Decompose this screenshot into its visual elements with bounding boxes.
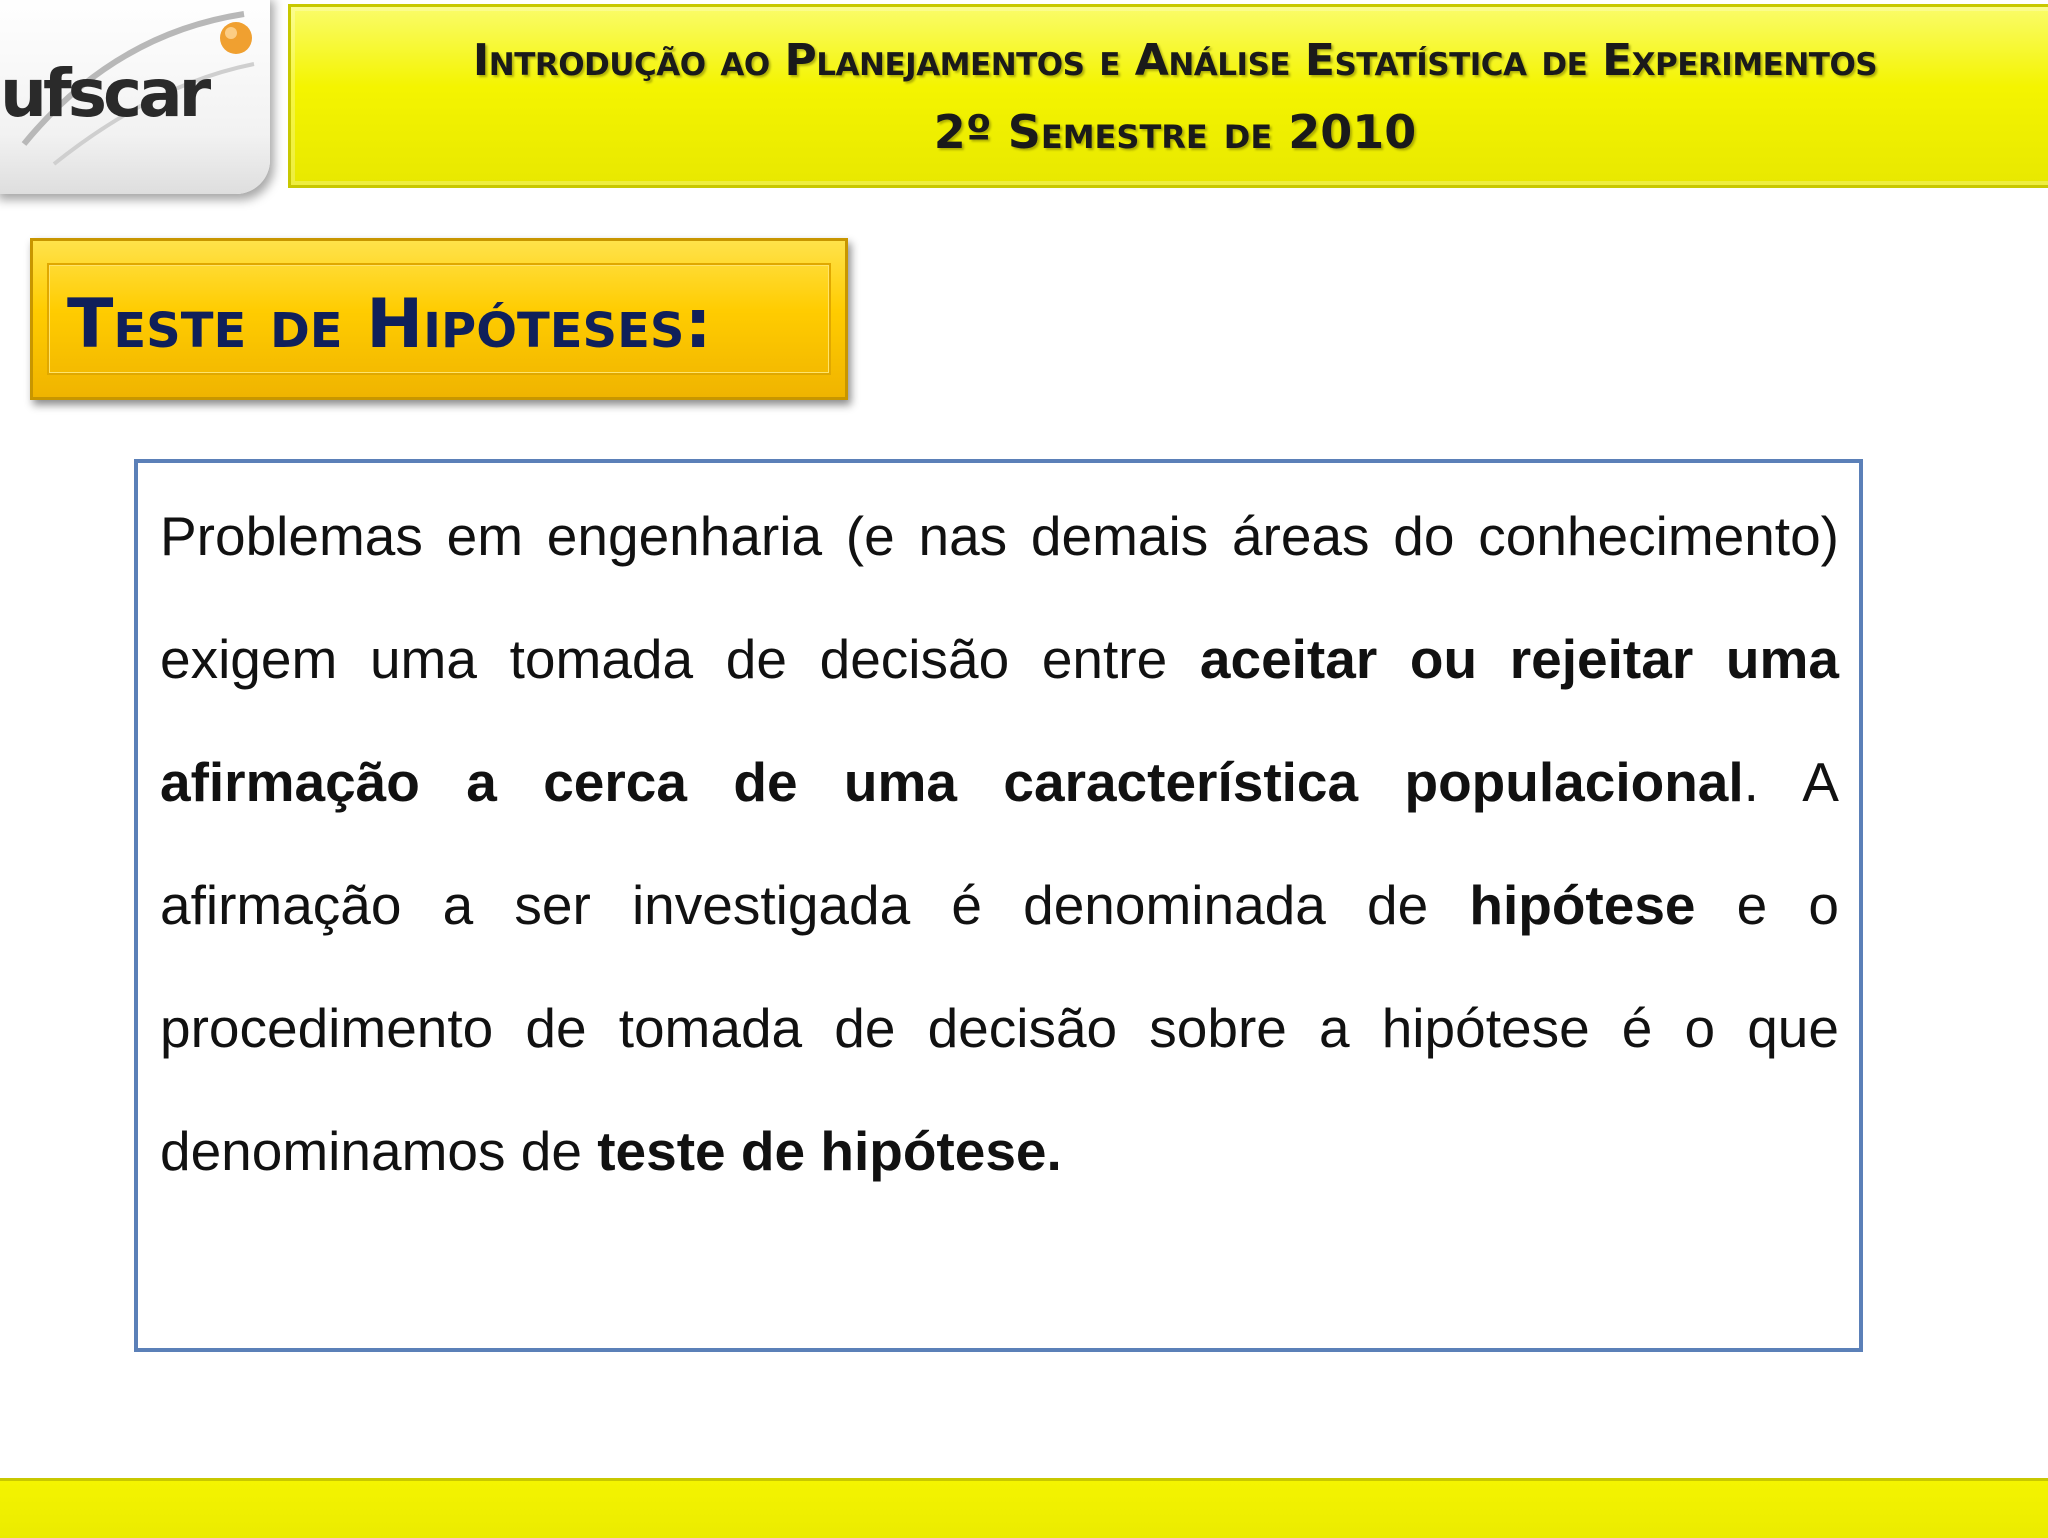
course-title: Introdução ao Planejamentos e Análise Estatística de Experimentos (472, 35, 1878, 86)
emphasis-segment: aceitar ou rejeitar uma afirmação a cerca de uma característica populacional (160, 628, 1839, 813)
definition-paragraph (160, 475, 1839, 1213)
ufscar-logo-graphic (0, 0, 270, 194)
text-segment: . A afirmação a ser investigada é denominada de (160, 751, 1839, 936)
definition-box (134, 459, 1863, 1352)
logo-wordmark: ufscar (0, 55, 208, 132)
section-title: Teste de Hipóteses: (67, 285, 712, 364)
semester-title: 2º Semestre de 2010 (933, 105, 1417, 159)
ufscar-logo (0, 0, 270, 194)
footer-bar (0, 1478, 2048, 1538)
emphasis-segment: hipótese (1469, 874, 1696, 936)
text-segment: Problemas em engenharia (e nas demais áreas do conhecimento) exigem uma tomada de decisão entre (160, 505, 1839, 690)
text-segment: e o procedimento de tomada de decisão sobre a hipótese é o que denominamos de (160, 874, 1839, 1182)
section-title-box (30, 238, 848, 400)
logo-orb (220, 22, 252, 54)
emphasis-segment: teste de hipótese. (597, 1120, 1062, 1182)
header-banner (288, 4, 2048, 188)
